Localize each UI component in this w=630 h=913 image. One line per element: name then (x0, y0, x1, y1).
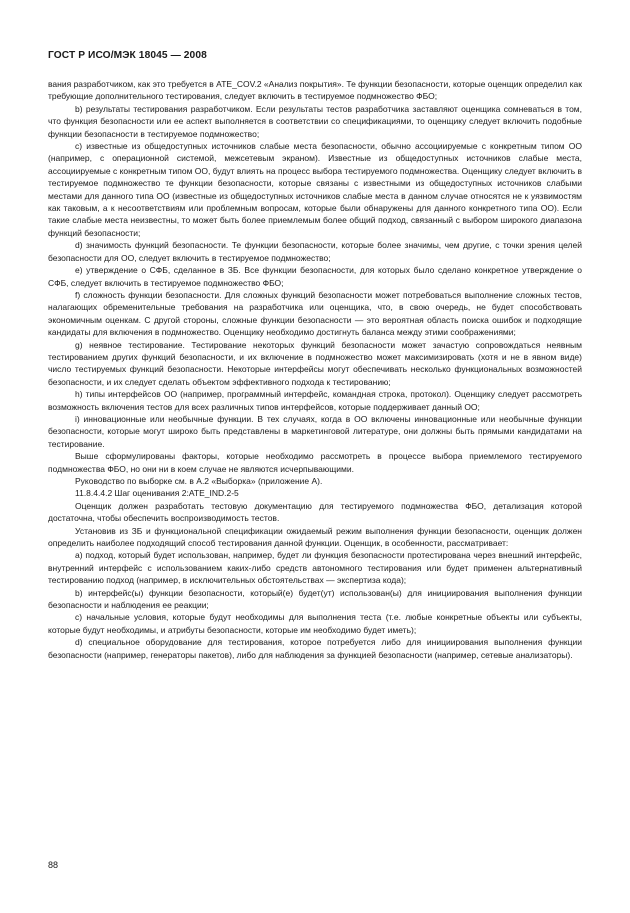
body-paragraph: 11.8.4.4.2 Шаг оценивания 2:ATE_IND.2-5 (75, 488, 239, 499)
body-paragraph: d) значимость функций безопасности. Те функции безопасности, которые более значимы, чем другие, с точки зрения целей безопасности для ОО, следует включить в тестируемое подмножество; (48, 240, 582, 263)
body-paragraph: f) сложность функции безопасности. Для сложных функций безопасности может потребоваться выполнение сложных тестов, налагающих обременительные требования на разработчика или оценщика, что, в свою очередь, не будет способствовать экономичным оценкам. С другой стороны, сложные функции безопасности — это вероятная область поиска ошибок и подходящие кандидаты для включения в подмножество. Оценщику необходимо достигнуть баланса между этими соображениями; (48, 289, 582, 338)
body-paragraph: h) типы интерфейсов ОО (например, программный интерфейс, командная строка, протокол). Оценщику следует рассмотреть возможность включения тестов для всех различных типов интерфейсов, которые поддерживает данный ОО; (48, 389, 582, 412)
body-paragraph: Выше сформулированы факторы, которые необходимо рассмотреть в процессе выбора приемлемого тестируемого подмножества ФБО, но они ни в коем случае не являются исчерпывающими. (48, 451, 582, 474)
body-paragraph: a) подход, который будет использован, например, будет ли функция безопасности протестирована через внешний интерфейс, внутренний интерфейс с использованием каких-либо средств автономного тестирования или будет применен альтернативный тестированию подход (например, в исключительных обстоятельствах — экспертиза кода); (48, 550, 582, 586)
body-paragraph: вания разработчиком, как это требуется в ATE_COV.2 «Анализ покрытия». Те функции безопасности, которые оценщик определил как требующие дополнительного тестирования, следует включить в тестируемое подмножество ФБО; (48, 79, 582, 102)
body-paragraph: i) инновационные или необычные функции. В тех случаях, когда в ОО включены инновационные или необычные функции безопасности, которые могут широко быть представлены в маркетинговой литературе, они должны быть прямыми кандидатами на тестирование. (48, 413, 582, 449)
body-paragraph: Установив из ЗБ и функциональной спецификации ожидаемый режим выполнения функции безопасности, оценщик должен определить наиболее подходящий способ тестирования данной функции. Оценщик, в особенности, рассматривает: (48, 525, 582, 549)
page-number: 88 (48, 860, 59, 870)
document-body (48, 78, 582, 661)
body-paragraph: Руководство по выборке см. в А.2 «Выборка» (приложение А). (75, 476, 323, 486)
body-paragraph: Оценщик должен разработать тестовую документацию для тестируемого подмножества ФБО, детализация которой достаточна, чтобы обеспечить воспроизводимость тестов. (48, 500, 582, 524)
body-paragraph: e) утверждение о СФБ, сделанное в ЗБ. Все функции безопасности, для которых было сделано конкретное утверждение о СФБ, следует включить в тестируемое подмножество ФБО; (48, 265, 582, 288)
body-paragraph: b) результаты тестирования разработчиком. Если результаты тестов разработчика заставляют оценщика сомневаться в том, что функция безопасности или ее аспект выполняется в соответствии со спецификациями, то оценщику следует включить подобные функции безопасности в тестируемое подмножество; (48, 103, 582, 139)
body-paragraph: c) начальные условия, которые будут необходимы для выполнения теста (т.е. любые конкретные объекты или субъекты, которые будут необходимы, и атрибуты безопасности, которые им необходимо будет иметь); (48, 612, 582, 635)
body-paragraph: c) известные из общедоступных источников слабые места безопасности, обычно ассоциируемые с конкретным типом ОО (например, с операционной системой, межсетевым экраном). Известные из общедоступных источников слабые места, ассоциируемые с конкретным типом ОО, будут влиять на процесс выбора тестируемого подмножества. Оценщику следует включить в тестируемое подмножество те функции безопасности, которые связаны с известными из общедоступных источников слабыми местами для данного типа ОО (известные из общедоступных источников слабые места в данном случае относятся не к уязвимостям как таковым, а к несоответствиям или проблемным вопросам, которые были обнаружены для данного конкретного типа ОО). Если такие слабые места неизвестны, то может быть более приемлемым более общий подход, связанный с выбором широкого диапазона функций безопасности; (48, 141, 582, 238)
body-paragraph: g) неявное тестирование. Тестирование некоторых функций безопасности может зачастую сопровождаться неявным тестированием других функций безопасности, и их включение в подмножество может максимизировать (хотя и не в явном виде) число тестируемых функций безопасности. Некоторые интерфейсы могут обеспечивать несколько функциональных возможностей безопасности, и их следует сделать объектом эффективного подхода к тестированию; (48, 339, 582, 387)
body-paragraph: b) интерфейс(ы) функции безопасности, который(е) будет(ут) использован(ы) для инициирования выполнения функции безопасности и наблюдения ее реакции; (48, 587, 582, 611)
document-header: ГОСТ Р ИСО/МЭК 18045 — 2008 (48, 50, 207, 61)
body-paragraph: d) специальное оборудование для тестирования, которое потребуется либо для инициирования выполнения функции безопасности (например, генераторы пакетов), либо для наблюдения за функцией безопасности (например, сетевые анализаторы). (48, 637, 582, 660)
